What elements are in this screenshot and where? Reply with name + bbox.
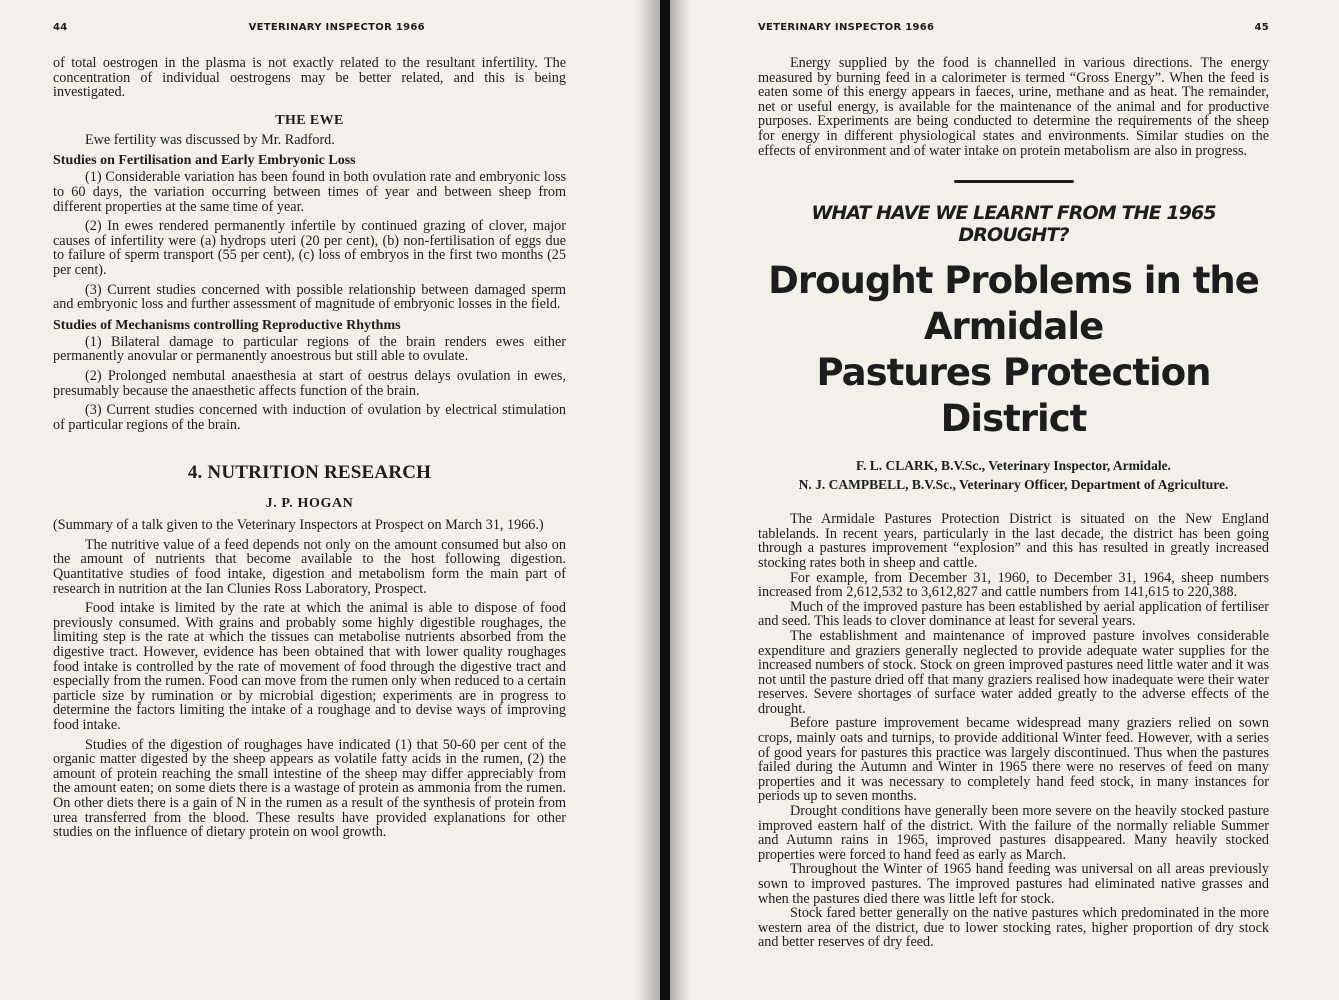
divider-rule bbox=[954, 180, 1074, 183]
paragraph: of total oestrogen in the plasma is not exactly related to the resultant infertility. The concentration of individual oestrogens may be better related, and this is being investigated. bbox=[53, 55, 566, 101]
section-heading: THE EWE bbox=[275, 112, 344, 128]
byline-author: F. L. CLARK, B.V.Sc., Veterinary Inspector, Armidale. bbox=[856, 458, 1171, 474]
paragraph: (1) Bilateral damage to particular regions of the brain renders ewes either permanently anovular or permanently anoestrous but still able to ovulate. bbox=[53, 333, 566, 365]
paragraph: Much of the improved pasture has been established by aerial application of fertiliser and seed. This leads to clover dominance at least for several years. bbox=[758, 598, 1269, 630]
paragraph: The Armidale Pastures Protection District is situated on the New England tablelands. In recent years, particularly in the last decade, the district has been going through a pastures improvement “explosion” and this has resulted in greatly increased stocking rates both in sheep and cattle. bbox=[758, 511, 1269, 571]
paragraph: Studies of the digestion of roughages have indicated (1) that 50-60 per cent of the organic matter digested by the sheep appears as volatile fatty acids in the rumen, (2) the amount of protein reaching the small intestine of the sheep may differ appreciably from the amount eaten; on some diets there is a wastage of protein as ammonia from the rumen. On other diets there is a gain of N in the rumen as a result of the synthesis of protein from urea transferred from the blood. These results have provided explanations for other studies on the influence of dietary protein on wool growth. bbox=[53, 736, 566, 841]
paragraph: Before pasture improvement became widespread many graziers relied on sown crops, mainly oats and turnips, to provide additional Winter feed. However, with a series of good years for pastures this practice was largely discontinued. Thus when the pastures failed during the Autumn and Winter in 1965 there were no reserves of feed on many properties and it was necessary to completely hand feed stock, in many instances for periods up to seven months. bbox=[758, 715, 1269, 805]
subheading: Studies of Mechanisms controlling Reproductive Rhythms bbox=[53, 317, 401, 333]
paragraph: (3) Current studies concerned with possible relationship between damaged sperm and embryonic loss and further assessment of magnitude of embryonic losses in the field. bbox=[53, 281, 566, 313]
paragraph: For example, from December 31, 1960, to December 31, 1964, sheep numbers increased from 2,612,532 to 3,612,827 and cattle numbers from 141,615 to 220,388. bbox=[758, 569, 1269, 601]
divider bbox=[758, 170, 1269, 188]
paragraph: (2) In ewes rendered permanently infertile by continued grazing of clover, major causes of infertility were (a) hydrops uteri (20 per cent), (b) non-fertilisation of eggs due to failure of sperm transport (55 per cent), (c) loss of embryos in the first two months (25 per cent). bbox=[53, 218, 566, 278]
paragraph: The nutritive value of a feed depends not only on the amount consumed but also on the amount of nutrients that become available to the host following digestion. Quantitative studies of food intake, digestion and metabolism form the main part of research in nutrition at the Ian Clunies Ross Laboratory, Prospect. bbox=[53, 536, 566, 597]
paragraph: (1) Considerable variation has been found in both ovulation rate and embryonic loss to 60 days, the variation occurring between times of year and between sheep from different properties at the same time of year. bbox=[53, 169, 566, 215]
article-body bbox=[758, 512, 1269, 950]
running-head bbox=[758, 22, 1269, 40]
gutter-shadow bbox=[636, 0, 660, 1000]
paragraph: (Summary of a talk given to the Veterinary Inspectors at Prospect on March 31, 1966.) bbox=[53, 517, 544, 534]
paragraph: The establishment and maintenance of improved pasture involves considerable expenditure and graziers generally neglected to provide adequate water supplies for the increased numbers of stock. Stock on green improved pastures need little water and it was not until the pasture dried off that many graziers realised how inadequate were their water reserves. Severe shortages of surface water added greatly to the adverse effects of the drought. bbox=[758, 627, 1269, 717]
article-title-line: Pastures Protection District bbox=[816, 351, 1211, 441]
article-kicker: WHAT HAVE WE LEARNT FROM THE 1965 DROUGHT? bbox=[811, 202, 1216, 247]
running-head-title: VETERINARY INSPECTOR 1966 bbox=[758, 22, 935, 33]
paragraph: Throughout the Winter of 1965 hand feeding was universal on all areas previously sown to improved pastures. The improved pastures had eliminated native grasses and when the pastures died there was little left for stock. bbox=[758, 861, 1269, 907]
page-number: 44 bbox=[53, 22, 68, 33]
byline-author: N. J. CAMPBELL, B.V.Sc., Veterinary Officer, Department of Agriculture. bbox=[798, 477, 1229, 493]
paragraph: (2) Prolonged nembutal anaesthesia at start of oestrus delays ovulation in ewes, presumably because the anaesthetic affects function of the brain. bbox=[53, 367, 566, 399]
author-name: J. P. HOGAN bbox=[265, 496, 354, 512]
gutter-shadow bbox=[670, 0, 690, 1000]
byline bbox=[758, 456, 1269, 494]
page-number: 45 bbox=[1254, 22, 1269, 33]
subheading: Studies on Fertilisation and Early Embryonic Loss bbox=[53, 153, 356, 169]
paragraph: (3) Current studies concerned with induction of ovulation by electrical stimulation of particular regions of the brain. bbox=[53, 402, 566, 433]
paragraph: Energy supplied by the food is channelled in various directions. The energy measured by burning feed in a calorimeter is termed “Gross Energy”. When the feed is eaten some of this energy appears in faeces, urine, methane and as heat. The remainder, net or useful energy, is available for the maintenance of the animal and for productive purposes. Experiments are being conducted to determine the requirements of the sheep for energy in different physiological states and environments. Similar studies on the effects of environment and of water intake on protein metabolism are also in progress. bbox=[758, 55, 1269, 159]
running-head bbox=[53, 22, 566, 40]
paragraph: Stock fared better generally on the native pastures which predominated in the more western area of the district, due to lower stocking rates, higher proportion of dry stock and better reserves of dry feed. bbox=[758, 905, 1269, 951]
paragraph: Ewe fertility was discussed by Mr. Radford. bbox=[85, 131, 335, 148]
right-page bbox=[670, 0, 1339, 1000]
paragraph: Drought conditions have generally been more severe on the heavily stocked pasture improved eastern half of the district. With the failure of the normally reliable Summer and Autumn rains in 1965, improved pastures disappeared. Many heavily stocked properties were forced to hand feed as early as March. bbox=[758, 803, 1269, 863]
left-page bbox=[0, 0, 660, 1000]
article-title-line: Drought Problems in the Armidale bbox=[768, 259, 1259, 349]
running-head-title: VETERINARY INSPECTOR 1966 bbox=[248, 22, 425, 33]
section-heading: 4. NUTRITION RESEARCH bbox=[187, 462, 432, 484]
article-title bbox=[758, 258, 1269, 442]
paragraph: Food intake is limited by the rate at which the animal is able to dispose of food previously consumed. With grains and probably some highly digestible roughages, the limiting step is the rate at which the tissues can metabolise nutrients absorbed from the digestive tract. However, evidence has been obtained that with lower quality roughages food intake is controlled by the rate of movement of food through the digestive tract and especially from the rumen. Food can move from the rumen only when reduced to a certain particle size by rumination or by microbial digestion; experiments are in progress to determine the factors limiting the intake of a roughage and to devise ways of improving food intake. bbox=[53, 600, 566, 733]
